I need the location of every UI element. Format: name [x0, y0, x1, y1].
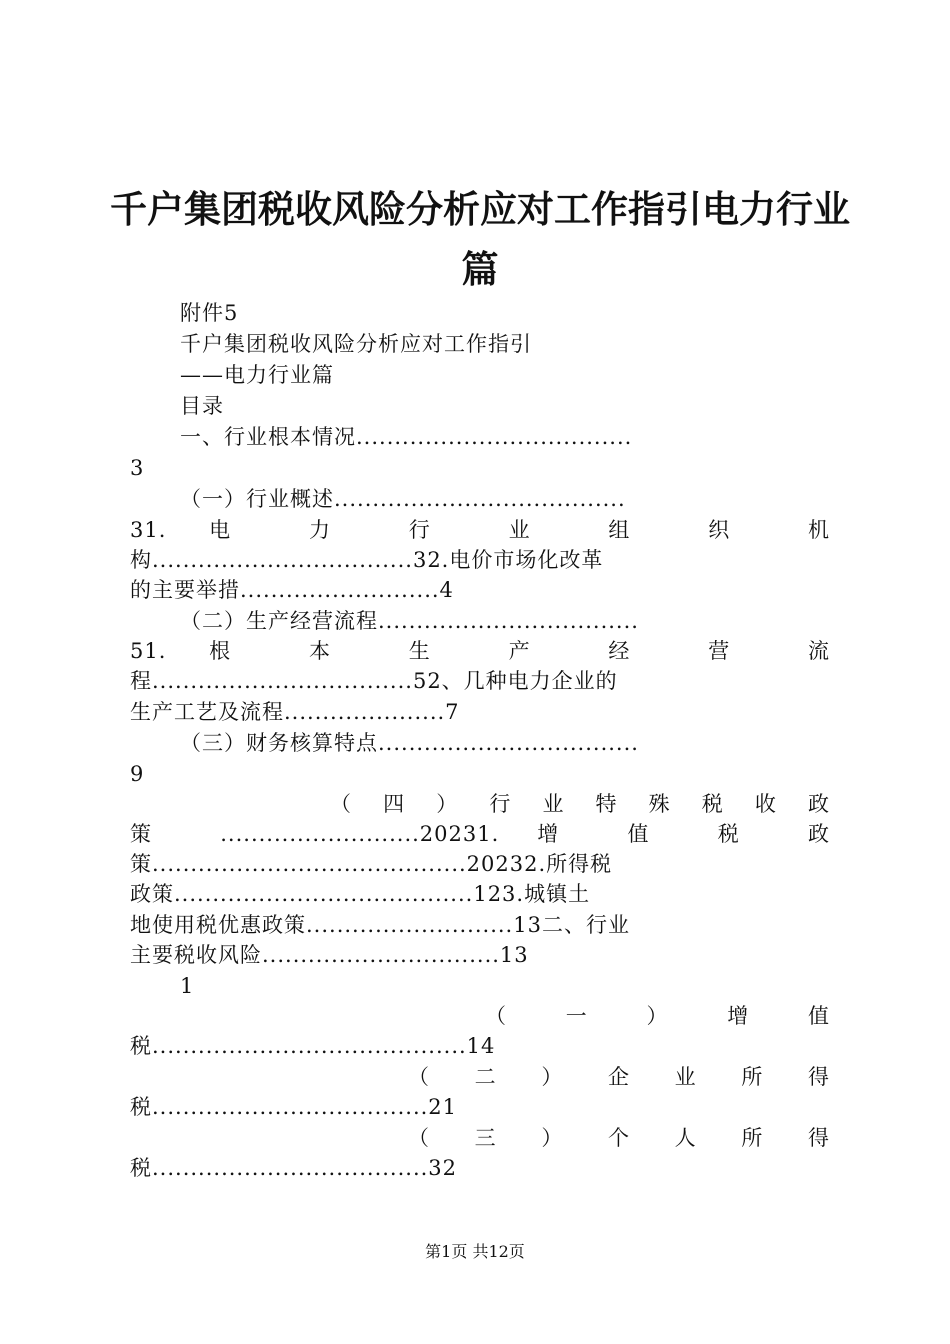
toc-entry: 地使用税优惠政策...........................13二、行业 — [130, 913, 630, 937]
page-footer: 第1页 共12页 — [425, 1242, 525, 1261]
toc-entry: 政策.......................................123.城镇土 — [130, 882, 591, 906]
subtitle-industry: ——电力行业篇 — [180, 363, 334, 387]
toc-entry: 税....................................32 — [130, 1156, 458, 1180]
attachment-label: 附件5 — [180, 301, 239, 325]
toc-entry: 31. 电 力 行 业 组 织 机 — [130, 518, 830, 542]
toc-heading: 目录 — [180, 394, 224, 418]
toc-entry: 3 — [130, 456, 145, 480]
toc-entry: 生产工艺及流程.....................7 — [130, 700, 460, 724]
toc-entry: 构..................................32.电价市场化改革 — [130, 548, 604, 572]
toc-entry: 9 — [130, 762, 145, 786]
inline-page-number: 1 — [180, 974, 195, 998]
toc-entry: （一）行业概述...................................... — [180, 487, 626, 511]
toc-entry: （ 三 ） 个 人 所 得 — [408, 1126, 830, 1150]
toc-entry: （二）生产经营流程.................................. — [180, 609, 639, 633]
toc-entry: 程..................................52、几种电力企业的 — [130, 669, 618, 693]
toc-entry: 税.........................................14 — [130, 1034, 496, 1058]
toc-entry: 51. 根 本 生 产 经 营 流 — [130, 639, 830, 663]
toc-entry: 税....................................21 — [130, 1095, 458, 1119]
subtitle: 千户集团税收风险分析应对工作指引 — [180, 332, 532, 356]
toc-entry: （ 一 ） 增 值 — [485, 1004, 830, 1028]
toc-entry: （ 四 ） 行 业 特 殊 税 收 政 — [330, 792, 830, 816]
toc-entry: （三）财务核算特点.................................. — [180, 731, 639, 755]
toc-entry: （ 二 ） 企 业 所 得 — [408, 1065, 830, 1089]
toc-entry: 主要税收风险...............................13 — [130, 943, 529, 967]
toc-entry: 一、行业根本情况.................................... — [180, 425, 633, 449]
document-title-line2: 篇 — [461, 248, 499, 291]
toc-entry: 的主要举措..........................4 — [130, 578, 454, 602]
toc-entry: 策 ..........................20231. 增 值 税 政 — [130, 822, 830, 846]
toc-entry: 策.........................................20232.所得税 — [130, 852, 613, 876]
document-title-line1: 千户集团税收风险分析应对工作指引电力行业 — [110, 188, 850, 231]
